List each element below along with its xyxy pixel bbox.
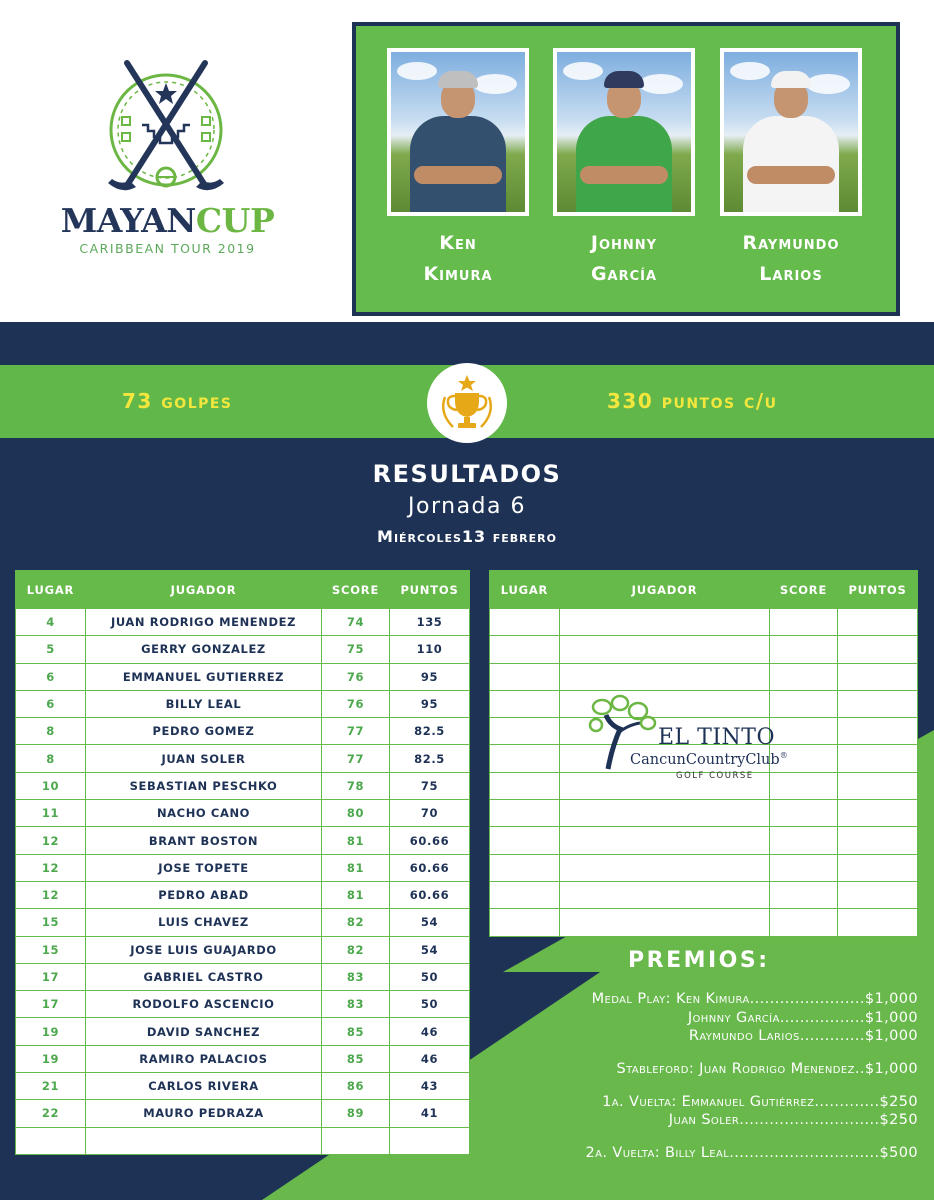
premio-line: Stableford: Juan Rodrigo Menendez..$1,000: [616, 1061, 918, 1077]
lugar-cell: 22: [16, 1100, 86, 1127]
table-row: [16, 772, 470, 799]
puntos-cell: 50: [390, 963, 470, 990]
puntos-cell: 43: [390, 1073, 470, 1100]
jugador-cell: BILLY LEAL: [86, 690, 322, 717]
score-cell: 86: [322, 1073, 390, 1100]
premio-line: Juan Soler............................$250: [668, 1112, 918, 1128]
lugar-cell: 12: [16, 854, 86, 881]
score-cell: [322, 1127, 390, 1154]
score-cell: 83: [322, 963, 390, 990]
winner-card: [720, 48, 862, 290]
sponsor-club: [630, 751, 788, 768]
jugador-cell: LUIS CHAVEZ: [86, 909, 322, 936]
lugar-cell: [16, 1127, 86, 1154]
logo-title: [60, 201, 275, 240]
table-row: [16, 991, 470, 1018]
empty-cell: [560, 609, 770, 636]
table-row: [16, 690, 470, 717]
puntos-cell: 41: [390, 1100, 470, 1127]
sponsor-name: EL TINTO: [658, 725, 775, 750]
lugar-cell: 17: [16, 963, 86, 990]
score-cell: 82: [322, 909, 390, 936]
registered-mark: ®: [779, 751, 788, 760]
table-row: [16, 936, 470, 963]
empty-cell: [838, 718, 918, 745]
jugador-cell: [86, 1127, 322, 1154]
empty-cell: [560, 800, 770, 827]
winner-first-name: Ken: [439, 232, 477, 254]
table-row: [490, 609, 918, 636]
logo-subtitle: CARIBBEAN TOUR 2019: [79, 241, 256, 256]
column-header: PUNTOS: [390, 571, 470, 609]
score-cell: 77: [322, 718, 390, 745]
lugar-cell: 12: [16, 827, 86, 854]
winner-last-name: García: [590, 263, 658, 285]
score-cell: 85: [322, 1045, 390, 1072]
score-cell: 74: [322, 609, 390, 636]
lugar-cell: 15: [16, 936, 86, 963]
golpes-label: 73 golpes: [122, 389, 233, 413]
empty-cell: [838, 909, 918, 936]
sponsor-club-name: CancunCountryClub: [630, 751, 780, 768]
empty-cell: [560, 854, 770, 881]
premio-line: Johnny García.................$1,000: [687, 1010, 918, 1026]
logo-title-mayan: MAYAN: [60, 201, 196, 240]
empty-cell: [770, 663, 838, 690]
puntos-cell: 135: [390, 609, 470, 636]
empty-cell: [490, 745, 560, 772]
column-header: JUGADOR: [560, 571, 770, 609]
winner-name: [553, 228, 695, 290]
table-row: [490, 800, 918, 827]
lugar-cell: 6: [16, 690, 86, 717]
jugador-cell: RAMIRO PALACIOS: [86, 1045, 322, 1072]
premio-line: Medal Play: Ken Kimura.......................$1,000: [591, 991, 918, 1007]
jugador-cell: BRANT BOSTON: [86, 827, 322, 854]
empty-cell: [838, 745, 918, 772]
jugador-cell: RODOLFO ASCENCIO: [86, 991, 322, 1018]
lugar-cell: 12: [16, 881, 86, 908]
lugar-cell: 6: [16, 663, 86, 690]
score-cell: 77: [322, 745, 390, 772]
puntos-cell: 50: [390, 991, 470, 1018]
puntos-cell: 46: [390, 1045, 470, 1072]
puntos-cell: 110: [390, 636, 470, 663]
empty-cell: [770, 909, 838, 936]
lugar-cell: 21: [16, 1073, 86, 1100]
empty-cell: [770, 854, 838, 881]
lugar-cell: 4: [16, 609, 86, 636]
table-row: [16, 745, 470, 772]
results-title: RESULTADOS: [372, 460, 562, 488]
empty-cell: [838, 663, 918, 690]
empty-cell: [770, 800, 838, 827]
lugar-cell: 10: [16, 772, 86, 799]
empty-cell: [838, 772, 918, 799]
round-title: Jornada 6: [408, 494, 526, 519]
column-header: PUNTOS: [838, 571, 918, 609]
winner-photo: [553, 48, 695, 216]
puntos-cell: 82.5: [390, 745, 470, 772]
score-cell: 81: [322, 881, 390, 908]
empty-cell: [838, 800, 918, 827]
winner-name: [720, 228, 862, 290]
empty-cell: [838, 881, 918, 908]
empty-cell: [560, 881, 770, 908]
column-header: SCORE: [322, 571, 390, 609]
premio-line: Raymundo Larios.............$1,000: [688, 1028, 918, 1044]
empty-cell: [770, 636, 838, 663]
score-cell: 76: [322, 690, 390, 717]
empty-cell: [838, 854, 918, 881]
empty-cell: [490, 718, 560, 745]
winner-first-name: Johnny: [590, 232, 658, 254]
table-row: [16, 663, 470, 690]
jugador-cell: GABRIEL CASTRO: [86, 963, 322, 990]
table-row: [16, 909, 470, 936]
table-row: [490, 881, 918, 908]
puntos-cell: 82.5: [390, 718, 470, 745]
puntos-cell: 46: [390, 1018, 470, 1045]
score-cell: 81: [322, 854, 390, 881]
jugador-cell: PEDRO ABAD: [86, 881, 322, 908]
score-cell: 78: [322, 772, 390, 799]
winner-first-name: Raymundo: [742, 232, 840, 254]
table-row: [16, 854, 470, 881]
jugador-cell: JUAN RODRIGO MENENDEZ: [86, 609, 322, 636]
empty-cell: [490, 609, 560, 636]
header-area: [0, 0, 934, 322]
table-row: [16, 1018, 470, 1045]
trophy-badge: [427, 363, 507, 443]
jugador-cell: NACHO CANO: [86, 800, 322, 827]
empty-cell: [770, 827, 838, 854]
table-row: [490, 854, 918, 881]
column-header: LUGAR: [490, 571, 560, 609]
table-row: [16, 881, 470, 908]
table-row: [16, 1127, 470, 1154]
jugador-cell: GERRY GONZALEZ: [86, 636, 322, 663]
empty-cell: [490, 663, 560, 690]
empty-cell: [490, 772, 560, 799]
winner-name: [387, 228, 529, 290]
empty-cell: [490, 827, 560, 854]
table-row: [490, 909, 918, 936]
table-row: [16, 1073, 470, 1100]
empty-cell: [560, 663, 770, 690]
puntos-label: 330 puntos c/u: [607, 389, 778, 413]
puntos-cell: 60.66: [390, 854, 470, 881]
sponsor-subtitle: GOLF COURSE: [676, 771, 754, 781]
puntos-cell: 75: [390, 772, 470, 799]
jugador-cell: DAVID SANCHEZ: [86, 1018, 322, 1045]
premio-line: 1a. Vuelta: Emmanuel Gutiérrez.............$250: [602, 1094, 918, 1110]
empty-cell: [490, 909, 560, 936]
premios-title: PREMIOS:: [628, 948, 770, 973]
crossed-golf-clubs-icon: [102, 55, 232, 200]
score-cell: 89: [322, 1100, 390, 1127]
table-row: [490, 827, 918, 854]
jugador-cell: CARLOS RIVERA: [86, 1073, 322, 1100]
jugador-cell: PEDRO GOMEZ: [86, 718, 322, 745]
table-row: [16, 609, 470, 636]
empty-cell: [838, 636, 918, 663]
score-cell: 82: [322, 936, 390, 963]
score-cell: 75: [322, 636, 390, 663]
lugar-cell: 19: [16, 1018, 86, 1045]
jugador-cell: EMMANUEL GUTIERREZ: [86, 663, 322, 690]
winner-photo: [387, 48, 529, 216]
jugador-cell: SEBASTIAN PESCHKO: [86, 772, 322, 799]
lugar-cell: 8: [16, 745, 86, 772]
empty-cell: [490, 800, 560, 827]
empty-cell: [560, 909, 770, 936]
jugador-cell: JOSE TOPETE: [86, 854, 322, 881]
empty-cell: [490, 881, 560, 908]
round-date: Miércoles13 febrero: [377, 527, 557, 546]
puntos-cell: 54: [390, 936, 470, 963]
table-row: [16, 800, 470, 827]
empty-cell: [838, 609, 918, 636]
empty-cell: [490, 690, 560, 717]
jugador-cell: JUAN SOLER: [86, 745, 322, 772]
empty-cell: [560, 636, 770, 663]
table-row: [16, 1100, 470, 1127]
winners-panel: [352, 22, 900, 316]
column-header: LUGAR: [16, 571, 86, 609]
score-cell: 81: [322, 827, 390, 854]
table-row: [490, 663, 918, 690]
puntos-cell: 60.66: [390, 881, 470, 908]
puntos-cell: 95: [390, 690, 470, 717]
jugador-cell: MAURO PEDRAZA: [86, 1100, 322, 1127]
empty-cell: [560, 827, 770, 854]
table-row: [16, 1045, 470, 1072]
winner-card: [387, 48, 529, 290]
lugar-cell: 8: [16, 718, 86, 745]
table-row: [16, 718, 470, 745]
el-tinto-sponsor-logo: [588, 693, 828, 788]
column-header: SCORE: [770, 571, 838, 609]
puntos-cell: 70: [390, 800, 470, 827]
score-cell: 83: [322, 991, 390, 1018]
puntos-cell: 54: [390, 909, 470, 936]
winner-last-name: Larios: [759, 263, 823, 285]
score-cell: 80: [322, 800, 390, 827]
premio-line: 2a. Vuelta: Billy Leal..............................$500: [585, 1145, 918, 1161]
empty-cell: [770, 609, 838, 636]
puntos-cell: 95: [390, 663, 470, 690]
results-table: [15, 570, 470, 1155]
empty-cell: [770, 881, 838, 908]
trophy-icon: [427, 363, 507, 443]
lugar-cell: 5: [16, 636, 86, 663]
empty-cell: [838, 827, 918, 854]
winner-last-name: Kimura: [423, 263, 493, 285]
empty-cell: [490, 854, 560, 881]
lugar-cell: 11: [16, 800, 86, 827]
winner-photo: [720, 48, 862, 216]
score-cell: 85: [322, 1018, 390, 1045]
table-row: [16, 963, 470, 990]
puntos-cell: [390, 1127, 470, 1154]
column-header: JUGADOR: [86, 571, 322, 609]
winner-card: [553, 48, 695, 290]
mayan-cup-logo: [60, 55, 275, 265]
table-row: [16, 636, 470, 663]
jugador-cell: JOSE LUIS GUAJARDO: [86, 936, 322, 963]
logo-title-cup: CUP: [195, 201, 275, 240]
lugar-cell: 15: [16, 909, 86, 936]
empty-cell: [490, 636, 560, 663]
score-cell: 76: [322, 663, 390, 690]
puntos-cell: 60.66: [390, 827, 470, 854]
table-row: [490, 636, 918, 663]
lugar-cell: 17: [16, 991, 86, 1018]
empty-cell: [838, 690, 918, 717]
table-row: [16, 827, 470, 854]
lugar-cell: 19: [16, 1045, 86, 1072]
